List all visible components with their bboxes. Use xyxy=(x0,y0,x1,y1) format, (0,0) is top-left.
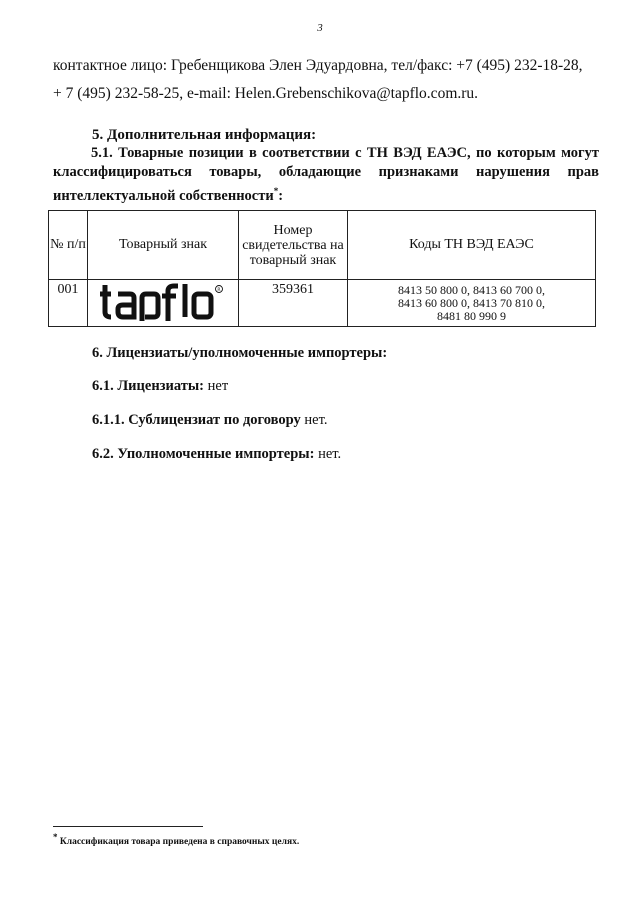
section-5-1-colon: : xyxy=(278,187,284,204)
trademark-logo-cell xyxy=(88,280,239,327)
header-number: № п/п xyxy=(49,211,88,280)
header-trademark: Товарный знак xyxy=(88,211,239,280)
codes-line-2: 8413 60 800 0, 8413 70 810 0, xyxy=(398,295,545,310)
section-5-1-text: 5.1. Товарные позиции в соответствии с ТН ВЭД ЕАЭС, по которым могут классифицироваться товары, обладающие признаками нарушения прав интеллектуальной собственности xyxy=(53,145,599,204)
section-6-2-value: нет. xyxy=(314,446,342,462)
section-6-1-1-value: нет. xyxy=(300,412,328,428)
section-5-heading: 5. Дополнительная информация: xyxy=(92,127,317,143)
header-codes: Коды ТН ВЭД ЕАЭС xyxy=(348,211,596,280)
footnote-ref-mark: * xyxy=(273,186,279,196)
tapflo-logo xyxy=(98,281,228,321)
footnote-mark: * xyxy=(53,832,58,842)
table-row xyxy=(49,280,596,327)
registered-mark: R xyxy=(217,287,221,293)
section-6-2-label: 6.2. Уполномоченные импортеры: xyxy=(92,446,315,462)
header-certificate: Номер свидетельства на товарный знак xyxy=(239,211,348,280)
footnote-text: Классификация товара приведена в справочных целях. xyxy=(57,837,300,848)
page-number: 3 xyxy=(317,22,323,34)
contact-line-1: контактное лицо: Гребенщикова Элен Эдуардовна, тел/факс: +7 (495) 232-18-28, xyxy=(53,57,583,74)
contact-line-2: + 7 (495) 232-58-25, e-mail: Helen.Grebenschikova@tapflo.com.ru. xyxy=(53,85,479,102)
section-6-2 xyxy=(92,446,341,463)
table-header-row xyxy=(49,211,596,280)
section-6-1-label: 6.1. Лицензиаты: xyxy=(92,378,205,394)
section-5-1-paragraph xyxy=(53,144,599,206)
footnote-divider xyxy=(53,826,203,827)
codes-line-1: 8413 50 800 0, 8413 60 700 0, xyxy=(398,282,545,297)
section-6-1 xyxy=(92,378,228,395)
section-6-heading: 6. Лицензиаты/уполномоченные импортеры: xyxy=(92,345,388,361)
footnote xyxy=(53,832,299,847)
section-6-1-1 xyxy=(92,412,327,429)
row-number: 001 xyxy=(49,280,88,327)
certificate-number: 359361 xyxy=(239,280,348,327)
codes-line-3: 8481 80 990 9 xyxy=(437,308,506,323)
codes-cell xyxy=(348,280,596,327)
section-6-1-value: нет xyxy=(204,378,229,394)
trademark-table xyxy=(48,210,596,327)
section-6-1-1-label: 6.1.1. Сублицензиат по договору xyxy=(92,412,301,428)
